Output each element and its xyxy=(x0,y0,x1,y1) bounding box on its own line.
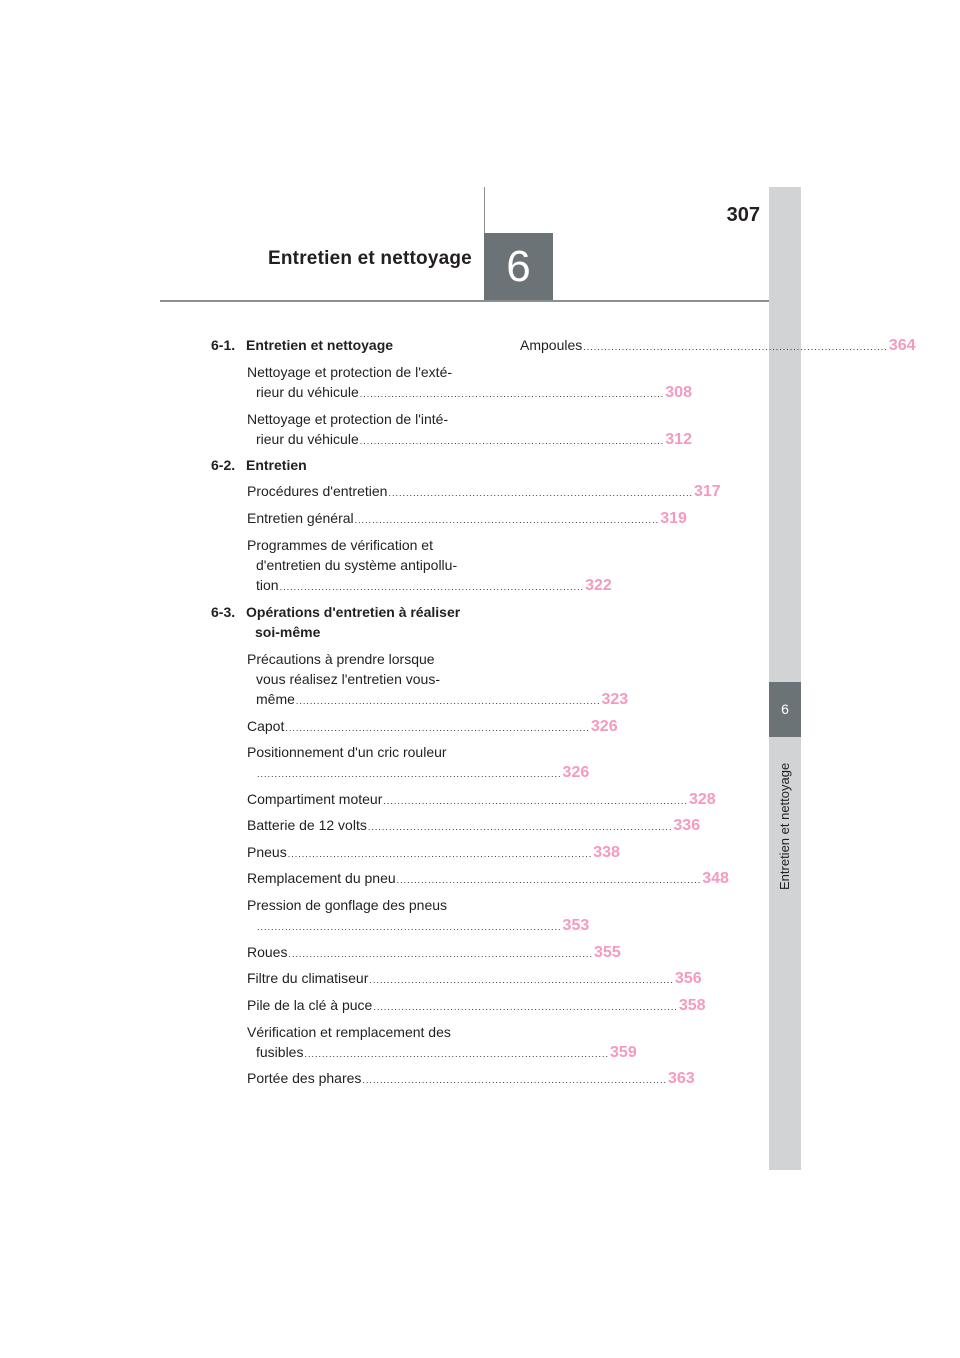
dot-leader: ....................................................................................... xyxy=(388,488,693,498)
toc-entry-remplacement-pneu[interactable] xyxy=(247,868,729,890)
dot-leader: ....................................................................................... xyxy=(279,582,585,592)
toc-entry-text: rieur du véhicule xyxy=(256,384,359,400)
section-title: Entretien et nettoyage xyxy=(246,337,394,353)
toc-entry-text: Programmes de vérification et xyxy=(247,537,433,553)
page-link[interactable]: 355 xyxy=(594,944,621,961)
dot-leader: ....................................................................................... xyxy=(304,1049,610,1059)
dot-leader: ....................................................................................... xyxy=(583,342,888,352)
toc-entry-text: Roues xyxy=(247,944,288,960)
page-link[interactable]: 308 xyxy=(665,384,692,401)
chapter-title: Entretien et nettoyage xyxy=(268,248,472,269)
dot-leader: ....................................................................................... xyxy=(359,389,665,399)
side-tab-label xyxy=(769,740,801,890)
toc-entry-entretien-general[interactable] xyxy=(247,508,687,530)
toc-entry-text: Procédures d'entretien xyxy=(247,483,388,499)
dot-leader: ....................................................................................... xyxy=(362,1075,667,1085)
toc-entry-text: Positionnement d'un cric rouleur xyxy=(247,744,447,760)
page-link[interactable]: 326 xyxy=(590,718,618,735)
toc-entry-text: vous réalisez l'entretien vous- xyxy=(256,671,440,687)
toc-entry-text: d'entretien du système antipollu- xyxy=(256,557,458,573)
toc-entry-text: Capot xyxy=(247,718,285,734)
dot-leader: ....................................................................................... xyxy=(295,696,601,706)
page-link[interactable]: 364 xyxy=(888,337,916,354)
toc-entry-capot[interactable] xyxy=(247,716,618,738)
toc-entry-phares[interactable] xyxy=(247,1068,695,1090)
dot-leader: ....................................................................................... xyxy=(396,875,702,885)
page-link[interactable]: 323 xyxy=(601,691,629,708)
page-link[interactable]: 328 xyxy=(688,791,716,808)
section-number: 6-1. xyxy=(211,337,236,353)
dot-leader: ....................................................................................... xyxy=(354,515,660,525)
toc-entry-text: Filtre du climatiseur xyxy=(247,970,369,986)
toc-entry-text: Batterie de 12 volts xyxy=(247,817,367,833)
toc-entry-text: Ampoules xyxy=(520,337,583,353)
toc-entry-compartiment[interactable] xyxy=(247,789,716,811)
dot-leader: ....................................................................................... xyxy=(257,769,562,779)
toc-entry-filtre[interactable] xyxy=(247,968,702,990)
page-number: 307 xyxy=(726,204,760,226)
page-link[interactable]: 312 xyxy=(665,431,692,448)
toc-entry-text: Remplacement du pneu xyxy=(247,870,396,886)
toc-entry-pile[interactable] xyxy=(247,995,706,1017)
page-link[interactable]: 359 xyxy=(610,1044,637,1061)
page-link[interactable]: 363 xyxy=(667,1070,695,1087)
toc-entry-text: Pile de la clé à puce xyxy=(247,997,373,1013)
toc-entry-text: Entretien général xyxy=(247,510,354,526)
toc-entry-procedures[interactable] xyxy=(247,481,721,503)
page-link[interactable]: 319 xyxy=(660,510,687,527)
toc-entry-fusibles[interactable] xyxy=(247,1022,637,1064)
toc-entry-batterie[interactable] xyxy=(247,815,701,837)
dot-leader: ....................................................................................... xyxy=(369,975,674,985)
header-rule xyxy=(160,300,769,302)
toc-entry-text: fusibles xyxy=(256,1044,304,1060)
toc-entry-text: Compartiment moteur xyxy=(247,791,383,807)
dot-leader: ....................................................................................... xyxy=(288,949,594,959)
toc-entry-text: Nettoyage et protection de l'exté- xyxy=(247,364,453,380)
page-link[interactable]: 317 xyxy=(693,483,721,500)
toc-entry-text: tion xyxy=(256,577,279,593)
side-tab-number: 6 xyxy=(769,682,801,737)
toc-entry-precautions[interactable] xyxy=(247,649,629,711)
page-link[interactable]: 322 xyxy=(585,577,612,594)
section-title: Entretien xyxy=(246,457,307,473)
dot-leader: ....................................................................................... xyxy=(285,723,590,733)
page-link[interactable]: 358 xyxy=(678,997,706,1014)
toc-entry-programmes[interactable] xyxy=(247,535,612,597)
dot-leader: ....................................................................................... xyxy=(257,922,562,932)
toc-entry-text: rieur du véhicule xyxy=(256,431,359,447)
page-link[interactable]: 348 xyxy=(702,870,729,887)
dot-leader: ....................................................................................... xyxy=(287,849,593,859)
side-tab-label-text: Entretien et nettoyage xyxy=(777,762,792,890)
header-divider xyxy=(484,187,485,233)
dot-leader: ....................................................................................... xyxy=(383,796,688,806)
toc-entry-text: Précautions à prendre lorsque xyxy=(247,651,435,667)
toc-entry-pneus[interactable] xyxy=(247,842,620,864)
toc-entry-text: Portée des phares xyxy=(247,1070,362,1086)
toc-entry-text: Pneus xyxy=(247,844,287,860)
section-number: 6-2. xyxy=(211,457,236,473)
page-link[interactable]: 356 xyxy=(674,970,702,987)
toc-entry-nettoyage-exterieur[interactable] xyxy=(247,362,692,404)
toc-entry-text: Vérification et remplacement des xyxy=(247,1024,451,1040)
toc-entry-pression[interactable] xyxy=(247,895,590,937)
side-thumb-tab xyxy=(769,187,801,1170)
page-link[interactable]: 326 xyxy=(562,764,590,781)
page-link[interactable]: 336 xyxy=(673,817,701,834)
toc-entry-nettoyage-interieur[interactable] xyxy=(247,409,692,451)
toc-entry-text: même xyxy=(256,691,295,707)
toc-entry-ampoules[interactable] xyxy=(520,335,916,357)
page-link[interactable]: 353 xyxy=(562,917,590,934)
toc-entry-cric[interactable] xyxy=(247,742,590,784)
chapter-number-box: 6 xyxy=(484,233,553,301)
dot-leader: ....................................................................................... xyxy=(359,436,665,446)
section-title-line: Opérations d'entretien à réaliser xyxy=(246,604,461,620)
toc-entry-text: Pression de gonflage des pneus xyxy=(247,897,448,913)
section-number: 6-3. xyxy=(211,604,236,620)
section-title-line: soi-même xyxy=(255,624,321,640)
toc-entry-text: Nettoyage et protection de l'inté- xyxy=(247,411,449,427)
page-link[interactable]: 338 xyxy=(593,844,620,861)
dot-leader: ....................................................................................... xyxy=(367,822,673,832)
toc-entry-roues[interactable] xyxy=(247,942,621,964)
dot-leader: ....................................................................................... xyxy=(373,1002,678,1012)
section-title xyxy=(246,602,461,642)
